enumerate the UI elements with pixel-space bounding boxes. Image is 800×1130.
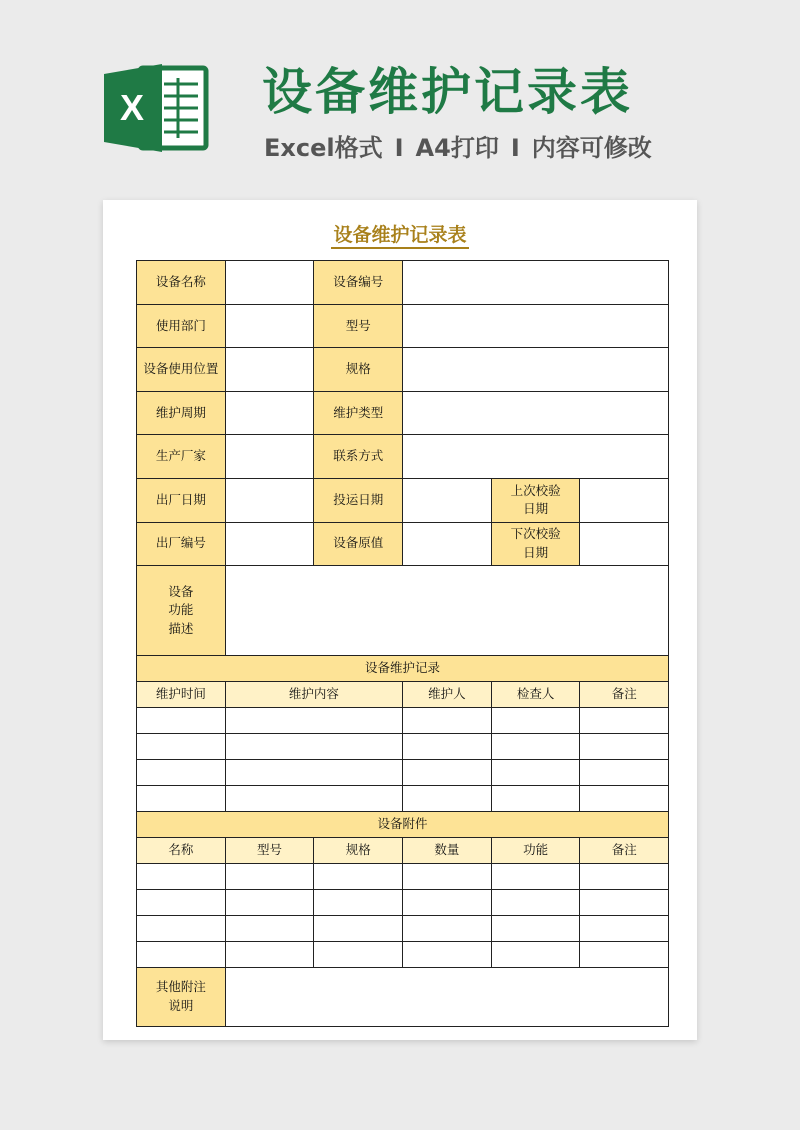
table-cell[interactable] bbox=[403, 942, 492, 968]
table-cell[interactable] bbox=[580, 864, 669, 890]
table-cell[interactable] bbox=[491, 760, 580, 786]
label-factory-date: 出厂日期 bbox=[137, 478, 226, 522]
table-cell[interactable] bbox=[225, 890, 314, 916]
section-maintenance-record: 设备维护记录 bbox=[137, 656, 669, 682]
table-cell[interactable] bbox=[580, 890, 669, 916]
table-cell[interactable] bbox=[137, 890, 226, 916]
table-cell[interactable] bbox=[137, 708, 226, 734]
table-cell[interactable] bbox=[137, 760, 226, 786]
col-header-quantity: 数量 bbox=[403, 838, 492, 864]
table-row bbox=[137, 786, 669, 812]
table-cell[interactable] bbox=[491, 734, 580, 760]
table-row bbox=[137, 708, 669, 734]
table-row bbox=[137, 760, 669, 786]
table-row bbox=[137, 916, 669, 942]
table-cell[interactable] bbox=[491, 890, 580, 916]
table-cell[interactable] bbox=[137, 942, 226, 968]
table-row bbox=[137, 890, 669, 916]
label-next-calibration: 下次校验 日期 bbox=[491, 522, 580, 566]
table-cell[interactable] bbox=[580, 760, 669, 786]
table-cell[interactable] bbox=[491, 708, 580, 734]
field-original-value[interactable] bbox=[403, 522, 492, 566]
field-location[interactable] bbox=[225, 348, 314, 392]
label-factory-no: 出厂编号 bbox=[137, 522, 226, 566]
banner-sub-print: A4打印 bbox=[415, 134, 499, 162]
table-cell[interactable] bbox=[403, 734, 492, 760]
label-type: 维护类型 bbox=[314, 391, 403, 435]
label-spec: 规格 bbox=[314, 348, 403, 392]
table-cell[interactable] bbox=[580, 734, 669, 760]
table-cell[interactable] bbox=[580, 916, 669, 942]
label-model: 型号 bbox=[314, 304, 403, 348]
table-cell[interactable] bbox=[225, 760, 402, 786]
col-header-spec: 规格 bbox=[314, 838, 403, 864]
field-next-calibration[interactable] bbox=[580, 522, 669, 566]
field-function-description[interactable] bbox=[225, 566, 668, 656]
document-title: 设备维护记录表 bbox=[103, 220, 697, 247]
banner-sub-format: Excel格式 bbox=[264, 134, 383, 162]
table-cell[interactable] bbox=[403, 890, 492, 916]
field-type[interactable] bbox=[403, 391, 669, 435]
col-header-maintenance-content: 维护内容 bbox=[225, 682, 402, 708]
table-cell[interactable] bbox=[314, 942, 403, 968]
col-header-maintainer: 维护人 bbox=[403, 682, 492, 708]
table-cell[interactable] bbox=[491, 916, 580, 942]
label-commission-date: 投运日期 bbox=[314, 478, 403, 522]
table-cell[interactable] bbox=[225, 708, 402, 734]
label-cycle: 维护周期 bbox=[137, 391, 226, 435]
svg-text:X: X bbox=[119, 87, 145, 128]
table-cell[interactable] bbox=[137, 916, 226, 942]
banner-title: 设备维护记录表 bbox=[262, 63, 633, 121]
col-header-function: 功能 bbox=[491, 838, 580, 864]
table-cell[interactable] bbox=[580, 942, 669, 968]
maintenance-form-table bbox=[136, 260, 669, 1027]
col-header-model: 型号 bbox=[225, 838, 314, 864]
table-cell[interactable] bbox=[314, 890, 403, 916]
table-cell[interactable] bbox=[403, 916, 492, 942]
field-commission-date[interactable] bbox=[403, 478, 492, 522]
banner-subtitle bbox=[264, 128, 652, 163]
table-row bbox=[137, 734, 669, 760]
label-department: 使用部门 bbox=[137, 304, 226, 348]
section-accessories: 设备附件 bbox=[137, 812, 669, 838]
field-model[interactable] bbox=[403, 304, 669, 348]
table-cell[interactable] bbox=[403, 786, 492, 812]
excel-logo-icon bbox=[102, 60, 214, 156]
field-spec[interactable] bbox=[403, 348, 669, 392]
table-row bbox=[137, 864, 669, 890]
col-header-remarks: 备注 bbox=[580, 682, 669, 708]
banner-sub-editable: 内容可修改 bbox=[531, 134, 652, 162]
table-cell[interactable] bbox=[403, 864, 492, 890]
field-department[interactable] bbox=[225, 304, 314, 348]
table-cell[interactable] bbox=[491, 942, 580, 968]
label-last-calibration: 上次校验 日期 bbox=[491, 478, 580, 522]
table-cell[interactable] bbox=[314, 864, 403, 890]
table-cell[interactable] bbox=[225, 916, 314, 942]
table-cell[interactable] bbox=[580, 708, 669, 734]
field-equipment-no[interactable] bbox=[403, 261, 669, 305]
label-equipment-no: 设备编号 bbox=[314, 261, 403, 305]
table-cell[interactable] bbox=[137, 864, 226, 890]
col-header-remarks: 备注 bbox=[580, 838, 669, 864]
table-cell[interactable] bbox=[225, 786, 402, 812]
label-contact: 联系方式 bbox=[314, 435, 403, 479]
col-header-inspector: 检查人 bbox=[491, 682, 580, 708]
table-cell[interactable] bbox=[137, 786, 226, 812]
table-row bbox=[137, 942, 669, 968]
field-last-calibration[interactable] bbox=[580, 478, 669, 522]
document-page bbox=[103, 200, 697, 1040]
label-original-value: 设备原值 bbox=[314, 522, 403, 566]
field-contact[interactable] bbox=[403, 435, 669, 479]
table-cell[interactable] bbox=[225, 864, 314, 890]
label-location: 设备使用位置 bbox=[137, 348, 226, 392]
table-cell[interactable] bbox=[403, 760, 492, 786]
col-header-name: 名称 bbox=[137, 838, 226, 864]
field-equipment-name[interactable] bbox=[225, 261, 314, 305]
table-cell[interactable] bbox=[403, 708, 492, 734]
field-other-notes[interactable] bbox=[225, 968, 668, 1027]
field-factory-no[interactable] bbox=[225, 522, 314, 566]
table-cell[interactable] bbox=[225, 942, 314, 968]
table-cell[interactable] bbox=[491, 864, 580, 890]
table-cell[interactable] bbox=[580, 786, 669, 812]
field-cycle[interactable] bbox=[225, 391, 314, 435]
label-manufacturer: 生产厂家 bbox=[137, 435, 226, 479]
table-cell[interactable] bbox=[314, 916, 403, 942]
table-cell[interactable] bbox=[225, 734, 402, 760]
table-cell[interactable] bbox=[491, 786, 580, 812]
col-header-maintenance-time: 维护时间 bbox=[137, 682, 226, 708]
field-manufacturer[interactable] bbox=[225, 435, 314, 479]
table-cell[interactable] bbox=[137, 734, 226, 760]
label-function-description: 设备 功能 描述 bbox=[137, 566, 226, 656]
label-other-notes: 其他附注 说明 bbox=[137, 968, 226, 1027]
label-equipment-name: 设备名称 bbox=[137, 261, 226, 305]
banner-separator: I bbox=[394, 134, 404, 162]
banner-separator: I bbox=[510, 134, 520, 162]
field-factory-date[interactable] bbox=[225, 478, 314, 522]
